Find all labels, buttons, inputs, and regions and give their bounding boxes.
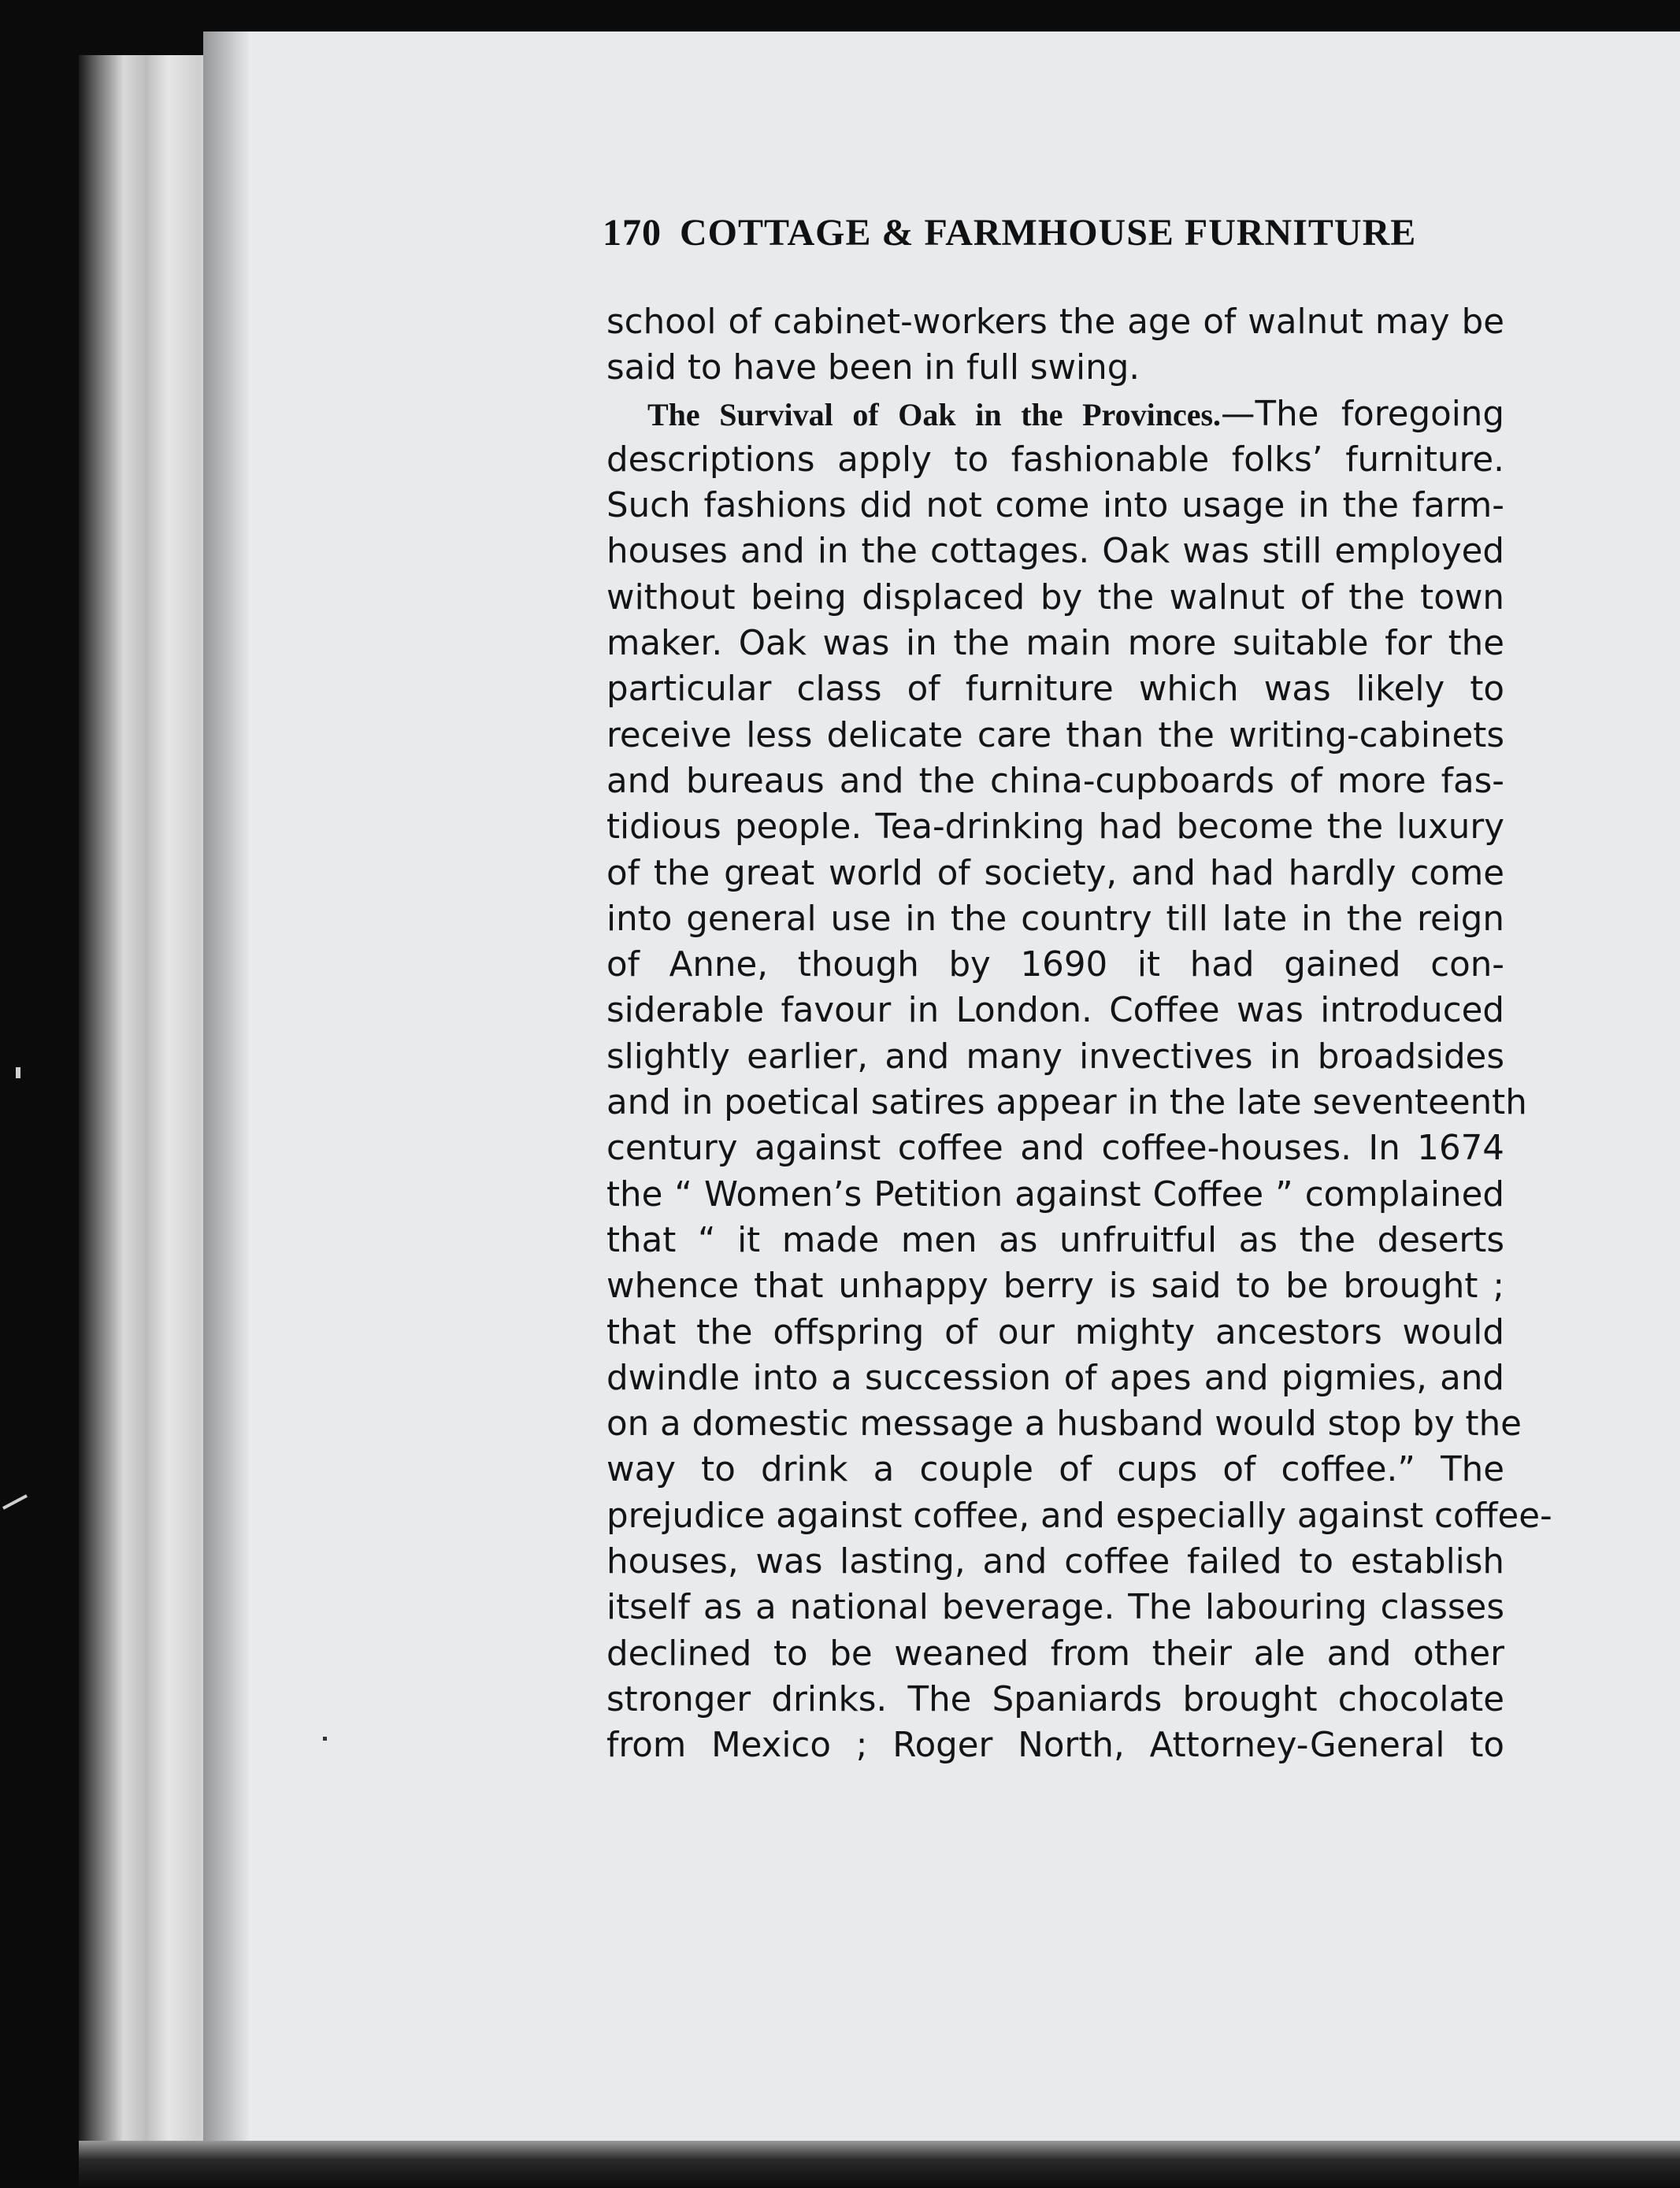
text-line: the “ Women’s Petition against Coffee ” complained — [606, 1174, 1504, 1215]
text-line: said to have been in full swing. — [606, 348, 1140, 388]
text-line: dwindle into a succession of apes and pigmies, and — [606, 1358, 1504, 1398]
text-line: into general use in the country till late in the reign — [606, 899, 1504, 939]
text-line: particular class of furniture which was likely to — [606, 669, 1504, 710]
scan-speck — [2, 1494, 28, 1509]
running-header — [603, 211, 1496, 254]
section-first-line — [606, 391, 1504, 437]
text-line: of Anne, though by 1690 it had gained con- — [606, 945, 1504, 985]
text-line: and in poetical satires appear in the late seventeenth — [606, 1083, 1527, 1123]
text-line: school of cabinet-workers the age of walnut may be — [606, 302, 1504, 342]
text-line: slightly earlier, and many invectives in broadsides — [606, 1037, 1504, 1077]
section-first-line-rest: —The foregoing — [1221, 394, 1504, 434]
scan-speck — [323, 1737, 327, 1741]
page-gutter-shadow — [203, 32, 250, 2158]
section-heading: The Survival of Oak in the Provinces. — [647, 396, 1222, 432]
text-line: whence that unhappy berry is said to be brought ; — [606, 1266, 1504, 1307]
text-line: tidious people. Tea-drinking had become the luxury — [606, 807, 1504, 847]
text-line: prejudice against coffee, and especially against coffee- — [606, 1496, 1552, 1536]
text-line: itself as a national beverage. The labouring classes — [606, 1588, 1504, 1628]
book-bottom-edge — [79, 2141, 1680, 2188]
text-line: way to drink a couple of cups of coffee.” The — [606, 1450, 1504, 1490]
running-title: COTTAGE & FARMHOUSE FURNITURE — [680, 212, 1417, 254]
text-line: houses and in the cottages. Oak was still employed — [606, 532, 1504, 572]
text-line: and bureaus and the china-cupboards of more fas- — [606, 761, 1504, 801]
text-line: receive less delicate care than the writing-cabinets — [606, 715, 1504, 755]
text-line: of the great world of society, and had hardly come — [606, 853, 1504, 893]
text-line: without being displaced by the walnut of the town — [606, 577, 1504, 617]
text-line: maker. Oak was in the main more suitable for the — [606, 624, 1504, 664]
text-line: on a domestic message a husband would stop by the — [606, 1404, 1522, 1444]
text-line: century against coffee and coffee-houses. In 1674 — [606, 1129, 1504, 1169]
text-line: houses, was lasting, and coffee failed to establish — [606, 1542, 1504, 1582]
text-line: from Mexico ; Roger North, Attorney-General to — [606, 1726, 1504, 1766]
text-line: descriptions apply to fashionable folks’ furniture. — [606, 439, 1504, 480]
page-number: 170 — [603, 212, 662, 254]
text-line: declined to be weaned from their ale and other — [606, 1634, 1504, 1674]
text-line: that “ it made men as unfruitful as the deserts — [606, 1220, 1504, 1260]
text-line: that the offspring of our mighty ancestors would — [606, 1312, 1504, 1352]
scan-speck — [16, 1067, 20, 1078]
text-line: siderable favour in London. Coffee was introduced — [606, 991, 1504, 1031]
text-line: Such fashions did not come into usage in the farm- — [606, 486, 1504, 526]
text-line: stronger drinks. The Spaniards brought chocolate — [606, 1679, 1504, 1719]
body-text — [606, 299, 1552, 1769]
